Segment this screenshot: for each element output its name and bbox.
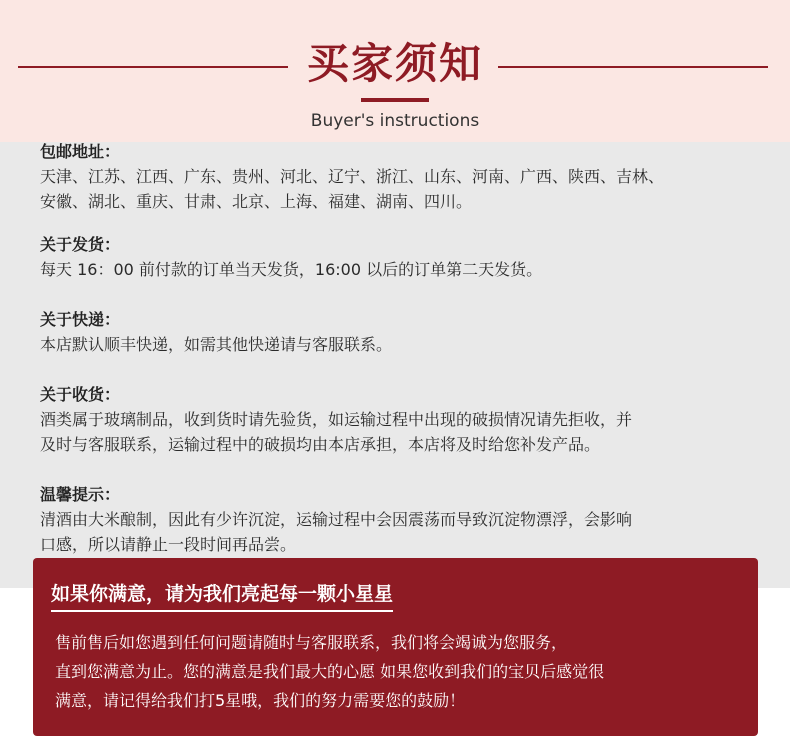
section-label: 关于收货： [40,385,121,404]
rating-request-card [33,558,758,736]
section-label: 关于发货： [40,235,121,254]
section-line: 口感，所以请静止一段时间再品尝。 [40,535,297,554]
section-line: 清酒由大米酿制，因此有少许沉淀，运输过程中会因震荡而导致沉淀物漂浮，会影响 [40,510,633,529]
section-line: 本店默认顺丰快递，如需其他快递请与客服联系。 [40,335,393,354]
section-line: 天津、江苏、江西、广东、贵州、河北、辽宁、浙江、山东、河南、广西、陕西、吉林、 [40,167,665,186]
section-free-shipping [40,139,760,214]
card-body [55,628,745,715]
section-line: 酒类属于玻璃制品，收到货时请先验货，如运输过程中出现的破损情况请先拒收，并 [40,410,633,429]
section-label: 关于快递： [40,310,121,329]
page-subtitle: Buyer's instructions [310,111,480,131]
page-title: 买家须知 [306,39,483,88]
section-line: 及时与客服联系，运输过程中的破损均由本店承担，本店将及时给您补发产品。 [40,435,601,454]
title-underbar [361,98,429,102]
section-line: 每天 16：00 前付款的订单当天发货，16:00 以后的订单第二天发货。 [40,260,543,279]
header-banner [0,0,790,142]
section-courier [40,307,760,357]
section-receiving [40,382,760,457]
card-line: 售前售后如您遇到任何问题请随时与客服联系，我们将会竭诚为您服务， [55,633,568,652]
card-line: 直到您满意为止。您的满意是我们最大的心愿 如果您收到我们的宝贝后感觉很 [55,662,605,681]
card-title: 如果你满意，请为我们亮起每一颗小星星 [51,580,393,612]
section-shipping [40,232,760,282]
section-label: 包邮地址： [40,142,121,161]
section-tips [40,482,760,557]
card-line: 满意，请记得给我们打5星哦，我们的努力需要您的鼓励！ [55,691,466,710]
section-label: 温馨提示： [40,485,121,504]
section-line: 安徽、湖北、重庆、甘肃、北京、上海、福建、湖南、四川。 [40,192,473,211]
